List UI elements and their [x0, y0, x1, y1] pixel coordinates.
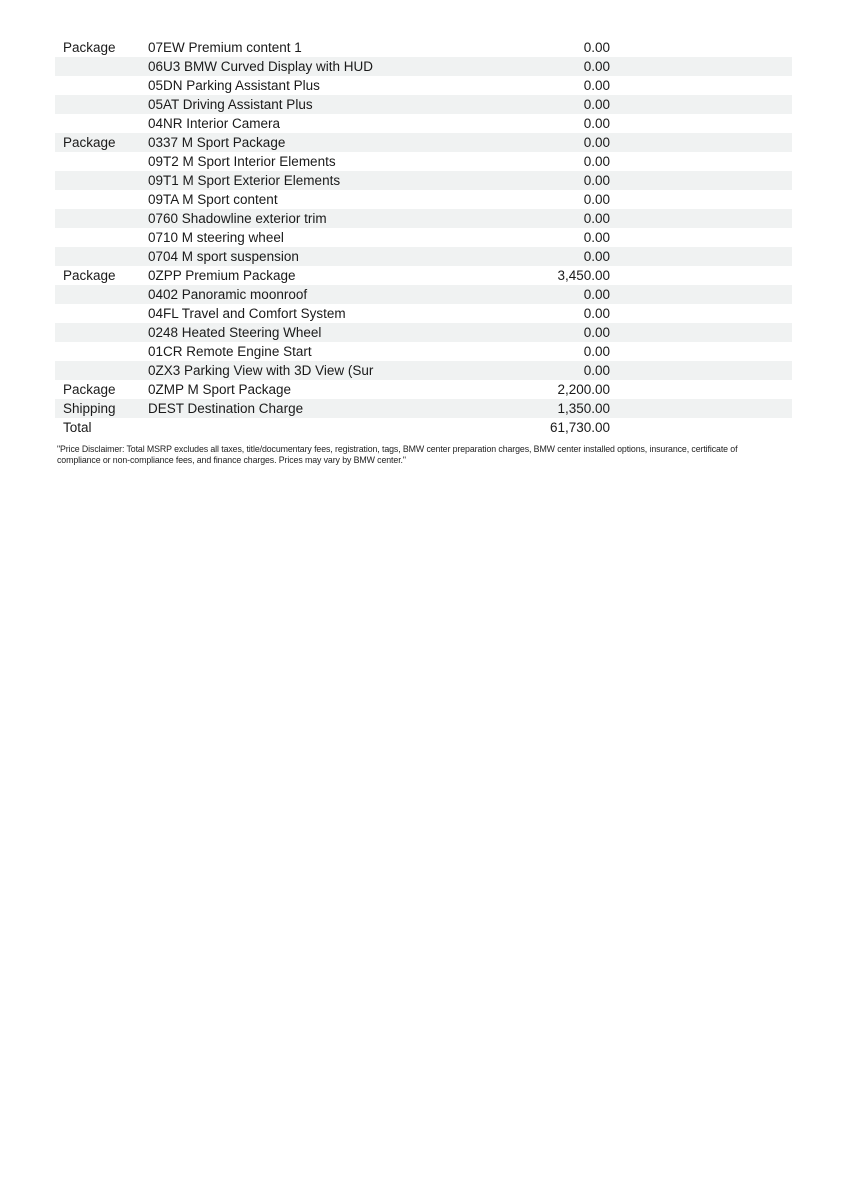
- options-table: [55, 38, 792, 437]
- row-description: 0710 M steering wheel: [148, 230, 284, 245]
- row-price: 2,200.00: [557, 382, 610, 397]
- row-price: 0.00: [583, 306, 610, 321]
- table-row: [55, 57, 792, 76]
- row-description: 0ZPP Premium Package: [148, 268, 296, 283]
- row-type-label: Package: [63, 382, 116, 397]
- row-description: DEST Destination Charge: [148, 401, 304, 416]
- row-description: 0704 M sport suspension: [148, 249, 299, 264]
- row-price: 0.00: [583, 287, 610, 302]
- table-row: [55, 95, 792, 114]
- row-type-label: Package: [63, 40, 116, 55]
- row-price: 0.00: [583, 59, 610, 74]
- row-type-label: Shipping: [63, 401, 116, 416]
- row-type-label: Package: [63, 268, 116, 283]
- row-price: 0.00: [583, 40, 610, 55]
- table-row: [55, 266, 792, 285]
- row-price: 0.00: [583, 325, 610, 340]
- table-row: [55, 361, 792, 380]
- table-row: [55, 133, 792, 152]
- row-price: 0.00: [583, 116, 610, 131]
- row-type-label: Package: [63, 135, 116, 150]
- table-row: [55, 304, 792, 323]
- row-price: 1,350.00: [557, 401, 610, 416]
- row-price: 0.00: [583, 78, 610, 93]
- row-description: 09T2 M Sport Interior Elements: [148, 154, 336, 169]
- table-row: [55, 399, 792, 418]
- row-price: 0.00: [583, 344, 610, 359]
- row-description: 01CR Remote Engine Start: [148, 344, 312, 359]
- row-description: 0248 Heated Steering Wheel: [148, 325, 322, 340]
- row-description: 09T1 M Sport Exterior Elements: [148, 173, 341, 188]
- table-row: [55, 152, 792, 171]
- row-price: 0.00: [583, 249, 610, 264]
- row-price: 0.00: [583, 192, 610, 207]
- row-price: 0.00: [583, 363, 610, 378]
- row-description: 07EW Premium content 1: [148, 40, 302, 55]
- table-row: [55, 114, 792, 133]
- row-price: 0.00: [583, 154, 610, 169]
- row-price: 0.00: [583, 135, 610, 150]
- table-row: [55, 228, 792, 247]
- row-price: 0.00: [583, 211, 610, 226]
- row-description: 05AT Driving Assistant Plus: [148, 97, 313, 112]
- table-row: [55, 209, 792, 228]
- row-description: 0ZMP M Sport Package: [148, 382, 292, 397]
- row-type-label: Total: [63, 420, 92, 435]
- row-description: 0760 Shadowline exterior trim: [148, 211, 327, 226]
- row-price: 0.00: [583, 97, 610, 112]
- row-price: 3,450.00: [557, 268, 610, 283]
- row-description: 06U3 BMW Curved Display with HUD: [148, 59, 374, 74]
- table-row: [55, 171, 792, 190]
- table-row: [55, 190, 792, 209]
- table-row: [55, 38, 792, 57]
- table-row: [55, 380, 792, 399]
- table-row: [55, 247, 792, 266]
- table-row: [55, 418, 792, 437]
- row-description: 09TA M Sport content: [148, 192, 278, 207]
- row-price: 0.00: [583, 230, 610, 245]
- row-description: 0402 Panoramic moonroof: [148, 287, 308, 302]
- row-description: 04FL Travel and Comfort System: [148, 306, 346, 321]
- row-description: 04NR Interior Camera: [148, 116, 281, 131]
- price-disclaimer: "Price Disclaimer: Total MSRP excludes all taxes, title/documentary fees, registration, tags, BMW center preparation charges, BMW center installed options, insurance, certificate of compliance or non-compliance fees, and finance charges. Prices may vary by BMW center.": [57, 444, 738, 465]
- table-row: [55, 76, 792, 95]
- table-row: [55, 342, 792, 361]
- table-row: [55, 285, 792, 304]
- table-row: [55, 323, 792, 342]
- row-description: 05DN Parking Assistant Plus: [148, 78, 320, 93]
- row-description: 0337 M Sport Package: [148, 135, 286, 150]
- row-description: 0ZX3 Parking View with 3D View (Sur: [148, 363, 374, 378]
- row-price: 0.00: [583, 173, 610, 188]
- row-price: 61,730.00: [549, 420, 610, 435]
